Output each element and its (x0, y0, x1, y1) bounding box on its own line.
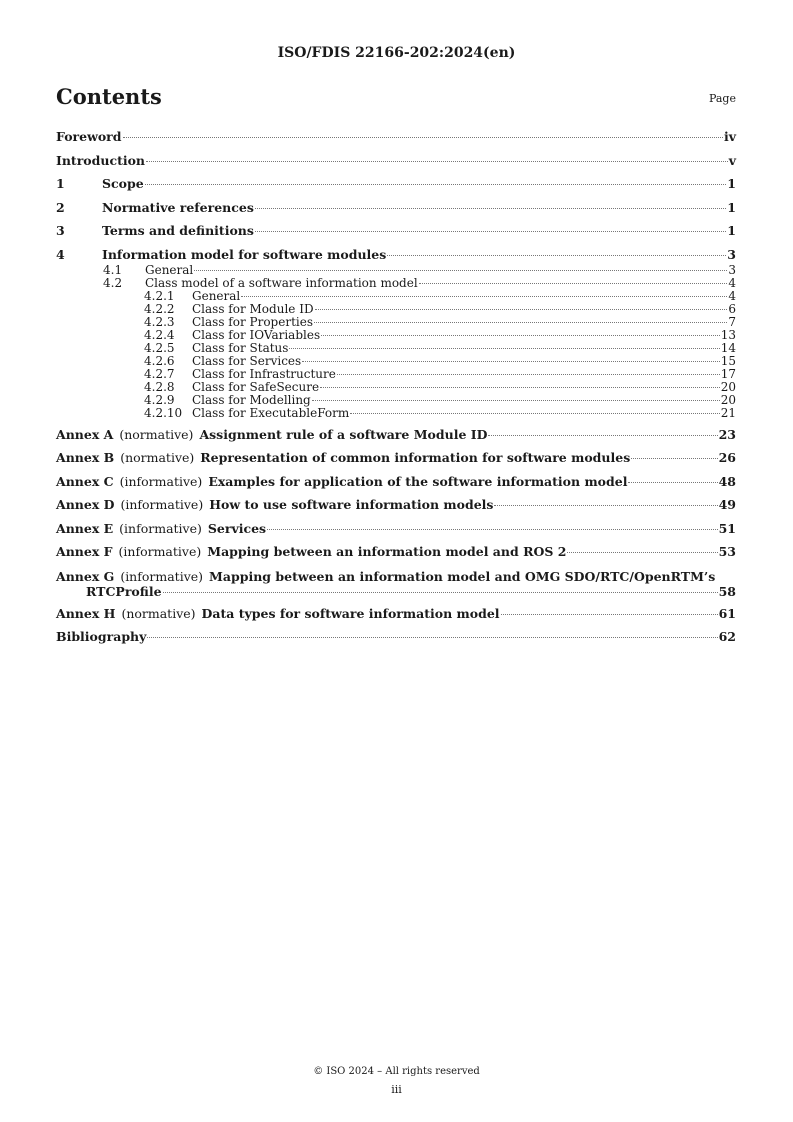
toc-entry-page: 53 (718, 544, 736, 559)
copyright-footer: © ISO 2024 – All rights reserved (313, 1066, 480, 1077)
toc-entry-page: 4 (728, 275, 736, 290)
toc-entry-4-1[interactable] (56, 264, 736, 277)
toc-entry-label: Foreword (56, 129, 122, 144)
toc-entry-4-2-4[interactable] (56, 329, 736, 342)
toc-entry-bibliography[interactable] (56, 627, 736, 651)
toc-entry-4-2-5[interactable] (56, 342, 736, 355)
toc-entry-label: Bibliography (56, 629, 147, 644)
toc-entry-page: 15 (720, 353, 736, 368)
toc-entry-page: 62 (718, 629, 736, 644)
annex-name: Annex F (56, 544, 113, 559)
toc-entry-number: 4.2.10 (144, 405, 183, 420)
toc-entry-label-continued: RTCProfile (86, 583, 162, 599)
toc-entry-annex-b[interactable] (56, 448, 736, 472)
toc-entry-annex-e[interactable] (56, 519, 736, 543)
toc-entry-label: Class for SafeSecure (192, 379, 320, 394)
toc-entry-page: 51 (718, 520, 736, 536)
document-header: ISO/FDIS 22166-202:2024(en) (277, 45, 516, 61)
toc-entry-label: Class for Properties (192, 314, 313, 329)
toc-entry-4-2-9[interactable] (56, 394, 736, 407)
toc-entry-page: 26 (718, 450, 736, 465)
annex-name: Annex C (56, 473, 114, 489)
page-number: iii (391, 1083, 402, 1096)
toc-entry-4-2-3[interactable] (56, 316, 736, 329)
dot-leader (312, 400, 720, 401)
dot-leader (628, 482, 717, 483)
toc-entry-foreword[interactable] (56, 127, 736, 151)
toc-entry-page: 49 (718, 497, 736, 512)
dot-leader (146, 161, 728, 162)
dot-leader (631, 458, 717, 459)
annex-kind: (informative) (118, 544, 202, 559)
toc-entry-page: 17 (720, 366, 736, 381)
annex-kind: (normative) (119, 426, 194, 442)
toc-entry-page: 3 (728, 262, 736, 277)
dot-leader (289, 348, 719, 349)
toc-entry-page: 61 (718, 605, 736, 621)
toc-entry-label: Class for Status (192, 340, 289, 355)
dot-leader (320, 387, 720, 388)
toc-entry-page: 1 (727, 223, 736, 238)
toc-entry-label: Mapping between an information model and ROS 2 (207, 544, 567, 559)
toc-entry-number: 4.2 (103, 275, 123, 290)
annex-name: Annex E (56, 520, 114, 536)
dot-leader (147, 637, 717, 638)
toc-entry-number: 4 (56, 246, 65, 262)
toc-entry-introduction[interactable] (56, 151, 736, 175)
toc-entry-label: Representation of common information for software modules (200, 450, 631, 465)
toc-entry-label: Class for Modelling (192, 392, 311, 407)
toc-entry-page: 6 (728, 301, 736, 316)
toc-entry-label: Class for ExecutableForm (192, 405, 350, 420)
toc-entry-page: 23 (718, 426, 736, 442)
toc-entry-number: 4.2.1 (144, 288, 175, 303)
toc-entry-label: General (145, 262, 194, 277)
toc-entry-annex-c[interactable] (56, 472, 736, 496)
toc-entry-annex-g[interactable] (56, 569, 736, 599)
toc-entry-number: 4.2.2 (144, 301, 175, 316)
toc-entry-number: 4.2.4 (144, 327, 175, 342)
toc-entry-number: 1 (56, 176, 65, 191)
dot-leader (321, 335, 720, 336)
toc-entry-label: Data types for software information model (201, 605, 500, 621)
toc-entry-number: 2 (56, 199, 65, 215)
toc-entry-page: 20 (720, 392, 736, 407)
toc-entry-annex-f[interactable] (56, 542, 736, 566)
toc-entry-label: Mapping between an information model and OMG SDO/RTC/OpenRTM’s (209, 568, 716, 584)
toc-entry-number: 4.1 (103, 262, 123, 277)
dot-leader (267, 529, 718, 530)
toc-entry-label: General (192, 288, 241, 303)
toc-entry-number: 4.2.7 (144, 366, 175, 381)
dot-leader (314, 322, 727, 323)
toc-entry-4-2-7[interactable] (56, 368, 736, 381)
annex-kind: (informative) (120, 568, 204, 584)
annex-kind: (informative) (120, 497, 204, 512)
dot-leader (387, 255, 726, 256)
toc-entry-4-2-6[interactable] (56, 355, 736, 368)
dot-leader (337, 374, 720, 375)
dot-leader (255, 231, 726, 232)
toc-entry-number: 4.2.5 (144, 340, 175, 355)
dot-leader (315, 309, 728, 310)
annex-name: Annex A (56, 426, 114, 442)
toc-entry-number: 3 (56, 223, 65, 238)
toc-entry-label: Introduction (56, 152, 146, 168)
toc-entry-label: Class model of a software information model (145, 275, 418, 290)
toc-entry-page: 7 (728, 314, 736, 329)
toc-entry-terms[interactable] (56, 221, 736, 245)
toc-entry-page: 20 (720, 379, 736, 394)
annex-kind: (normative) (120, 450, 195, 465)
toc-entry-4-2-1[interactable] (56, 290, 736, 303)
page-title: Contents (56, 84, 162, 109)
annex-kind: (informative) (119, 520, 202, 536)
annex-kind: (normative) (121, 605, 196, 621)
dot-leader (567, 552, 717, 553)
toc-entry-label: Class for Infrastructure (192, 366, 336, 381)
toc-entry-label: Class for IOVariables (192, 327, 321, 342)
toc-entry-page: 13 (720, 327, 736, 342)
toc-entry-annex-h[interactable] (56, 604, 736, 628)
toc-entry-page: 1 (727, 199, 736, 215)
dot-leader (488, 435, 717, 436)
toc-entry-scope[interactable] (56, 174, 736, 198)
toc-entry-annex-a[interactable] (56, 425, 736, 449)
toc-entry-4-2-8[interactable] (56, 381, 736, 394)
dot-leader (501, 614, 718, 615)
toc-entry-number: 4.2.6 (144, 353, 175, 368)
toc-entry-normative-references[interactable] (56, 198, 736, 222)
annex-name: Annex D (56, 497, 115, 512)
toc-entry-page: 21 (720, 405, 736, 420)
toc-entry-page: 14 (720, 340, 736, 355)
toc-entry-label: Information model for software modules (102, 246, 387, 262)
toc-entry-4-2[interactable] (56, 277, 736, 290)
annex-name: Annex B (56, 450, 115, 465)
toc-entry-label: Class for Services (192, 353, 302, 368)
toc-entry-4-2-10[interactable] (56, 407, 736, 420)
toc-entry-number: 4.2.3 (144, 314, 175, 329)
page-column-label: Page (708, 92, 736, 105)
toc-entry-label: Terms and definitions (102, 223, 254, 238)
dot-leader (241, 296, 727, 297)
toc-entry-label: Examples for application of the software information model (208, 473, 628, 489)
toc-entry-page: 4 (728, 288, 736, 303)
dot-leader (123, 137, 723, 138)
toc-entry-information-model[interactable] (56, 245, 736, 264)
toc-entry-number: 4.2.8 (144, 379, 175, 394)
dot-leader (494, 505, 717, 506)
toc-entry-label: Class for Module ID (192, 301, 314, 316)
toc-entry-page: 58 (718, 583, 736, 599)
toc-entry-annex-d[interactable] (56, 495, 736, 519)
toc-entry-label: Assignment rule of a software Module ID (199, 426, 488, 442)
toc-entry-label: Scope (102, 176, 144, 191)
table-of-contents (56, 127, 736, 651)
dot-leader (419, 283, 728, 284)
dot-leader (350, 413, 720, 414)
toc-entry-page: 3 (727, 246, 736, 262)
annex-kind: (informative) (119, 473, 203, 489)
toc-entry-page: v (728, 152, 736, 168)
dot-leader (163, 592, 718, 593)
toc-entry-label: Services (207, 520, 267, 536)
dot-leader (194, 270, 727, 271)
toc-entry-page: 48 (718, 473, 736, 489)
dot-leader (255, 208, 726, 209)
toc-entry-page: 1 (727, 176, 736, 191)
toc-entry-number: 4.2.9 (144, 392, 175, 407)
dot-leader (145, 184, 727, 185)
annex-name: Annex G (56, 568, 115, 584)
toc-entry-label: Normative references (102, 199, 254, 215)
toc-entry-page: iv (723, 129, 736, 144)
annex-name: Annex H (56, 605, 116, 621)
toc-entry-label: How to use software information models (209, 497, 494, 512)
dot-leader (302, 361, 720, 362)
toc-entry-4-2-2[interactable] (56, 303, 736, 316)
